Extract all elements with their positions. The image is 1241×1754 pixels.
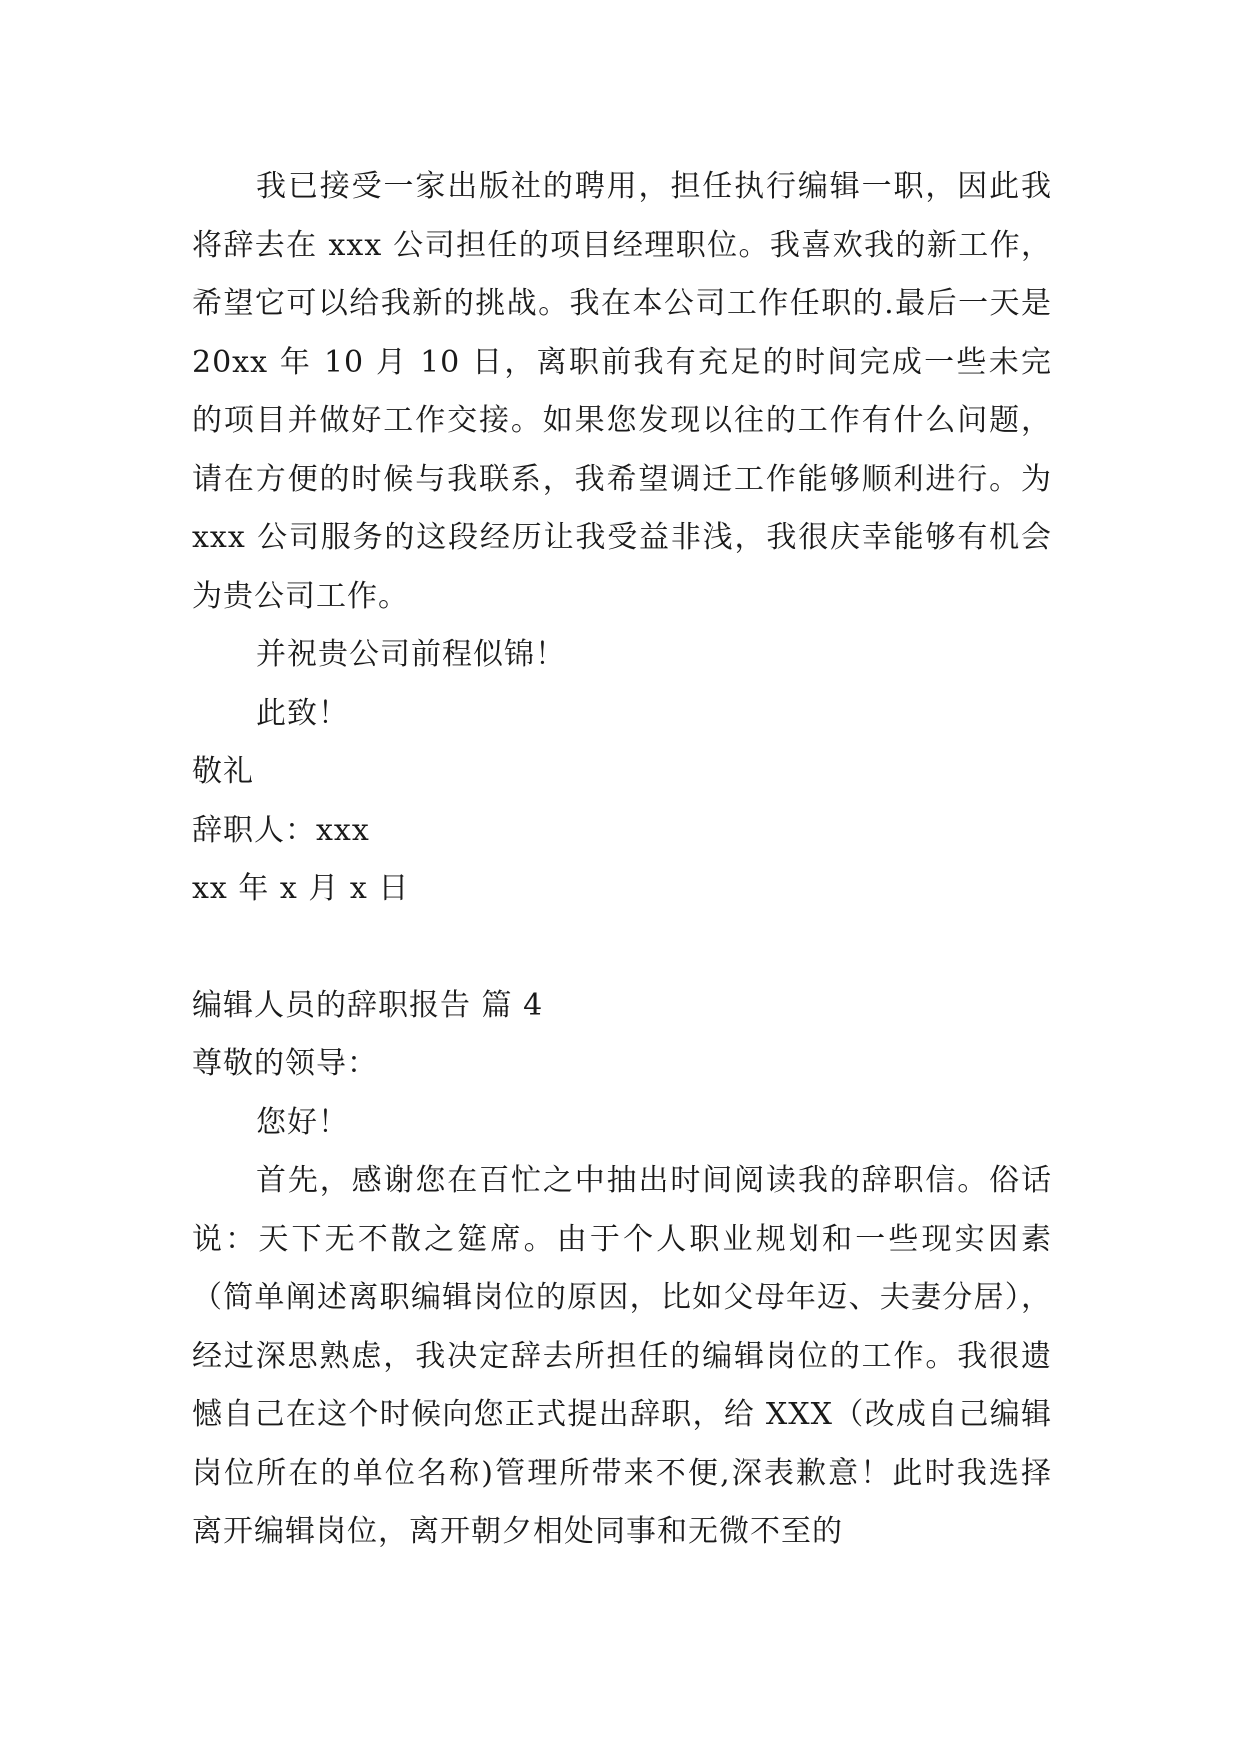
resignation-paragraph: 我已接受一家出版社的聘用，担任执行编辑一职，因此我将辞去在 xxx 公司担任的项目经理职位。我喜欢我的新工作，希望它可以给我新的挑战。我在本公司工作任职的.最后一天是 20xx 年 10 月 10 日，离职前我有充足的时间完成一些未完的项目并做好工作交接。如果您发现以往的工作有什么问题，请在方便的时候与我联系，我希望调迁工作能够顺利进行。为 xxx 公司服务的这段经历让我受益非浅，我很庆幸能够有机会为贵公司工作。 [192, 169, 1052, 614]
addressee-line: 尊敬的领导： [192, 1046, 378, 1081]
closing-salutation: 此致！ [256, 695, 349, 731]
date-line: xx 年 x 月 x 日 [192, 871, 410, 906]
section-spacer [192, 919, 1052, 977]
wishes-line: 并祝贵公司前程似锦！ [256, 637, 566, 672]
letter-paragraph: 首先，感谢您在百忙之中抽出时间阅读我的辞职信。俗话说：天下无不散之筵席。由于个人职业规划和一些现实因素（简单阐述离职编辑岗位的原因，比如父母年迈、夫妻分居），经过深思熟虑，我决定辞去所担任的编辑岗位的工作。我很遗憾自己在这个时候向您正式提出辞职，给 XXX（改成自己编辑岗位所在的单位名称)管理所带来不便,深表歉意！此时我选择离开编辑岗位，离开朝夕相处同事和无微不至的 [192, 1163, 1052, 1549]
greeting-line: 您好！ [256, 1104, 349, 1140]
signer-line: 辞职人：xxx [192, 812, 370, 848]
regards-line: 敬礼 [192, 754, 254, 789]
section-heading: 编辑人员的辞职报告 篇 4 [192, 987, 544, 1023]
document-body [192, 158, 1052, 1562]
